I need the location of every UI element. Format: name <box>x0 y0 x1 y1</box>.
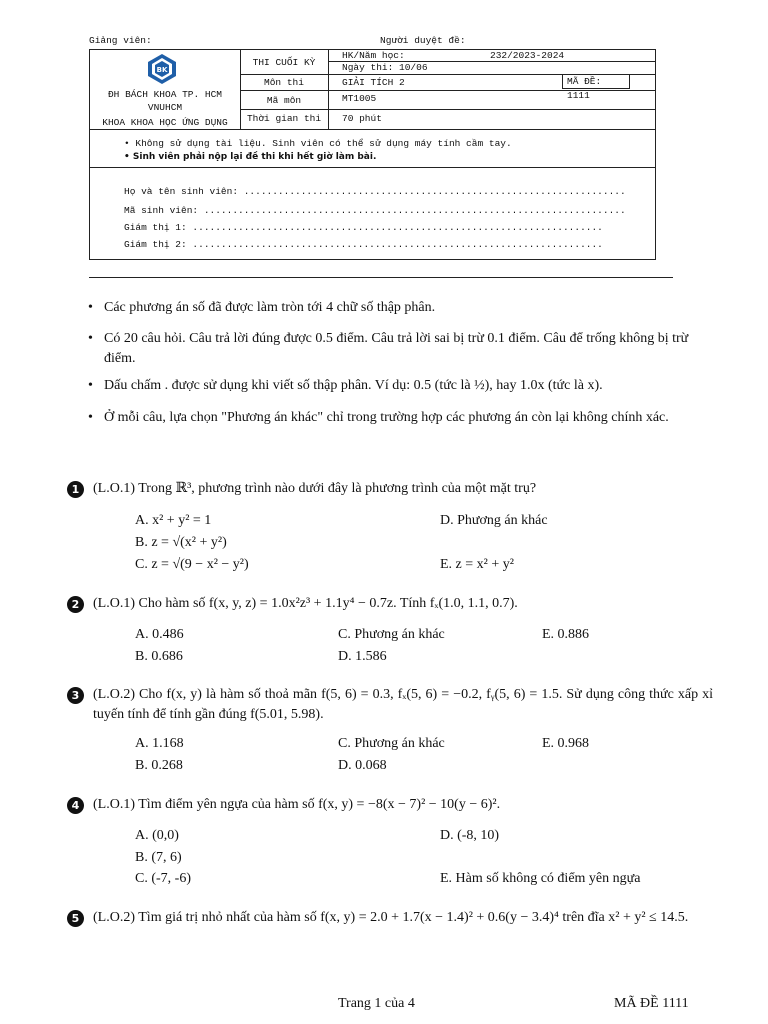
q4-option-b[interactable]: B. (7, 6) <box>135 850 182 865</box>
q4-option-c[interactable]: C. (-7, -6) <box>135 871 191 886</box>
question-number-badge: 3 <box>67 687 84 704</box>
q3-option-e[interactable]: E. 0.968 <box>542 736 590 751</box>
page-number: Trang 1 của 4 <box>338 996 415 1011</box>
question-number-badge: 1 <box>67 481 84 498</box>
proctor-2-field: Giám thị 2: ........................................................................ <box>124 239 603 250</box>
question-number-badge: 5 <box>67 910 84 927</box>
q1-option-a[interactable]: A. x² + y² = 1 <box>135 513 212 528</box>
question-tag: (L.O.1) <box>93 481 135 496</box>
note-1-text: Không sử dụng tài liệu. Sinh viên có thể sử dụng máy tính cầm tay. <box>135 138 512 149</box>
q3-option-d[interactable]: D. 0.068 <box>338 758 387 773</box>
separator-line <box>89 277 673 278</box>
student-name-field: Họ và tên sinh viên: ................................................................... <box>124 186 626 197</box>
question-1-text <box>93 479 713 499</box>
q3-option-a[interactable]: A. 1.168 <box>135 736 184 751</box>
q2-option-e[interactable]: E. 0.886 <box>542 627 590 642</box>
question-stem: Tìm giá trị nhỏ nhất của hàm số f(x, y) = 2.0 + 1.7(x − 1.4)² + 0.6(y − 3.4)⁴ trên đĩa x² + y² ≤ 14.5. <box>138 910 689 925</box>
instruction-3: • Dấu chấm . được sử dụng khi viết số thập phân. Ví dụ: 0.5 (tức là ½), hay 1.0x (tức là x). <box>104 376 714 396</box>
q1-option-b[interactable]: B. z = √(x² + y²) <box>135 535 227 550</box>
question-stem: Cho hàm số f(x, y, z) = 1.0x²z³ + 1.1y⁴ − 0.7z. Tính fₓ(1.0, 1.1, 0.7). <box>138 596 518 611</box>
question-2-text <box>93 594 713 614</box>
q4-option-e[interactable]: E. Hàm số không có điểm yên ngựa <box>440 871 641 886</box>
time-label: Thời gian thi <box>246 113 322 124</box>
lecturer-label: Giảng viên: <box>89 35 152 46</box>
note-2: • Sinh viên phải nộp lại đề thi khi hết giờ làm bài. <box>124 152 377 162</box>
subject-value: GIẢI TÍCH 2 <box>342 77 405 88</box>
note-2-text: Sinh viên phải nộp lại đề thi khi hết giờ làm bài. <box>132 152 377 162</box>
instruction-1: • Các phương án số đã được làm tròn tới 4 chữ số thập phân. <box>104 298 704 318</box>
q1-option-d[interactable]: D. Phương án khác <box>440 513 548 528</box>
course-code-value: MT1005 <box>342 93 377 104</box>
exam-date: Ngày thi: 10/06 <box>342 62 428 73</box>
question-tag: (L.O.2) <box>93 687 135 702</box>
q1-option-e[interactable]: E. z = x² + y² <box>440 557 514 572</box>
q3-option-c[interactable]: C. Phương án khác <box>338 736 445 751</box>
question-tag: (L.O.2) <box>93 910 135 925</box>
note-1: • Không sử dụng tài liệu. Sinh viên có thể sử dụng máy tính cầm tay. <box>124 138 512 149</box>
question-5-text <box>93 908 713 928</box>
svg-text:BK: BK <box>156 66 168 74</box>
question-3-text <box>93 685 713 725</box>
question-tag: (L.O.1) <box>93 596 135 611</box>
question-stem: Cho f(x, y) là hàm số thoả mãn f(5, 6) = 0.3, fₓ(5, 6) = −0.2, fᵧ(5, 6) = 1.5. Sử dụng công thức xấp xỉ tuyến tính để tính gần đúng f(5.01, 5.98). <box>93 687 713 722</box>
question-number-badge: 4 <box>67 797 84 814</box>
semester-value: 232/2023-2024 <box>490 50 565 61</box>
subject-label: Môn thi <box>264 77 304 88</box>
time-value: 70 phút <box>342 113 382 124</box>
q4-option-a[interactable]: A. (0,0) <box>135 828 179 843</box>
instruction-4: • Ở mỗi câu, lựa chọn "Phương án khác" chỉ trong trường hợp các phương án còn lại không chính xác. <box>104 408 704 428</box>
question-4-text <box>93 795 713 815</box>
student-id-field: Mã sinh viên: .......................................................................... <box>124 205 626 216</box>
q3-option-b[interactable]: B. 0.268 <box>135 758 183 773</box>
footer-exam-code: MÃ ĐỀ 1111 <box>614 996 689 1011</box>
q2-option-a[interactable]: A. 0.486 <box>135 627 184 642</box>
question-tag: (L.O.1) <box>93 797 135 812</box>
proctor-1-field: Giám thị 1: ........................................................................ <box>124 222 603 233</box>
university-logo-icon <box>145 53 179 85</box>
question-stem: Tìm điểm yên ngựa của hàm số f(x, y) = −8(x − 7)² − 10(y − 6)². <box>138 797 501 812</box>
course-code-label: Mã môn <box>266 95 302 106</box>
university-name: ĐH BÁCH KHOA TP. HCM <box>107 89 223 100</box>
question-stem: Trong ℝ³, phương trình nào dưới đây là phương trình của một mặt trụ? <box>138 481 537 496</box>
reviewer-label: Người duyệt đề: <box>380 35 466 46</box>
faculty-name: KHOA KHOA HỌC ỨNG DỤNG <box>102 117 228 128</box>
q2-option-d[interactable]: D. 1.586 <box>338 649 387 664</box>
q2-option-c[interactable]: C. Phương án khác <box>338 627 445 642</box>
vnuhcm-label: VNUHCM <box>147 102 183 113</box>
instruction-2: • Có 20 câu hỏi. Câu trả lời đúng được 0.5 điểm. Câu trả lời sai bị trừ 0.1 điểm. Câu để trống không bị trừ điểm. <box>104 329 704 369</box>
exam-header-box <box>89 49 656 260</box>
q1-option-c[interactable]: C. z = √(9 − x² − y²) <box>135 557 249 572</box>
q4-option-d[interactable]: D. (-8, 10) <box>440 828 500 843</box>
exam-code-box: MÃ ĐỀ: 1111 <box>562 74 630 89</box>
exam-type: THI CUỐI KỲ <box>252 57 316 68</box>
semester-label: HK/Năm học: <box>342 50 405 61</box>
question-number-badge: 2 <box>67 596 84 613</box>
q2-option-b[interactable]: B. 0.686 <box>135 649 183 664</box>
